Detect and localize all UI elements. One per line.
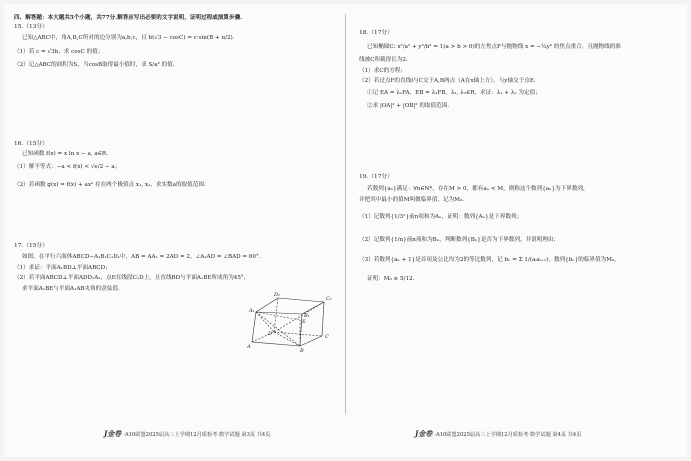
q16-part2: （2）若函数 g(x) = f(x) + ax² 存在两个极值点 x₁, x₂，求实数a的取值范围. bbox=[14, 182, 206, 188]
q15-number: 15.（13分） bbox=[14, 24, 48, 30]
q18-part2a: ①记 EA = λ₁FA，EB = λ₂FB，λ₁, λ₂∈R，求证：λ₁ + λ₂ 为定值； bbox=[367, 90, 541, 96]
q17-part2: （2）若平面ABCD⊥平面ADD₁A₁，点E在线段C₁D上，且直线BD与平面A₁BE所成角为45°， bbox=[14, 275, 250, 281]
q16-number: 16.（15分） bbox=[14, 141, 48, 147]
q19-part3: （3）若数列{aₙ + 1}是首项及公比均为2的等比数列，记 bₙ = Σ 1/(aᵢaᵢ₊₁)，数列{bₙ}的临界值为M₀， bbox=[359, 257, 620, 263]
label-D1: D₁ bbox=[274, 292, 281, 298]
q19-part1: （1）记数列{1/3ⁿ}前n项和为Aₙ，证明：数列{Aₙ}是下界数列； bbox=[359, 214, 523, 220]
label-C: C bbox=[325, 334, 329, 340]
q19-part2: （2）记数列{1/n}前n项和为Bₙ，判断数列{Bₙ}是否为下界数列，并说明理由； bbox=[359, 237, 560, 243]
q18-stem-line2: 线被C所截得长为2. bbox=[359, 57, 408, 63]
q15-part1: （1）若 c = √3b，求 cosC 的值； bbox=[14, 49, 104, 55]
page-4 bbox=[349, 4, 687, 457]
brand-logo: J金卷 bbox=[415, 429, 433, 438]
footer-text: ·A10联盟2025届高三上学期12月质检考·数学试题 第4页 共4页 bbox=[434, 432, 582, 438]
label-C1: C₁ bbox=[326, 296, 332, 302]
page-3 bbox=[4, 4, 344, 457]
q17-part1: （1）求证：平面A₁BD⊥平面ABCD； bbox=[14, 265, 111, 271]
parallelepiped-figure bbox=[244, 290, 336, 352]
q15-part2: （2）记△ABC的面积为S，当cosB取得最小值时，求 S/a² 的值. bbox=[14, 62, 175, 68]
footer-page-3 bbox=[104, 429, 270, 439]
q15-stem: 已知△ABC中，角A,B,C所对的边分别为a,b,c，且 b(√3 − cosC) = c·sin(B + π/2). bbox=[22, 35, 235, 41]
q16-stem: 已知函数 f(x) = x ln x − a, a∈R. bbox=[22, 151, 108, 157]
label-A1: A₁ bbox=[249, 308, 255, 314]
q17-stem: 如图，在平行六面体ABCD−A₁B₁C₁D₁中，AB = AA₁ = 2AD = 2，∠A₁AD = ∠BAD = 60°. bbox=[22, 254, 261, 260]
footer-page-4 bbox=[415, 429, 581, 439]
q18-part2b: ②求 |OA|² + |OB|² 的取值范围. bbox=[367, 103, 450, 109]
exam-sheet bbox=[4, 4, 687, 457]
q19-stem-line1: 若数列{aₙ}满足：∀n∈N*，存在M > 0，都有aₙ < M，则称这个数列{aₙ}为下界数列， bbox=[367, 186, 589, 192]
footer-text: ·A10联盟2025届高三上学期12月质检考·数学试题 第3页 共4页 bbox=[123, 432, 271, 438]
q18-stem-line1: 已知椭圆C: x²/a² + y²/b² = 1(a > b > 0)的左焦点F与抛物线 x = −¼y² 的焦点重合，且抛物线的准 bbox=[367, 44, 621, 50]
brand-logo: J金卷 bbox=[104, 429, 122, 438]
q17-part2-cont: 求平面A₁BE与平面A₁AB夹角的余弦值. bbox=[22, 286, 120, 292]
q18-number: 18.（17分） bbox=[359, 30, 393, 36]
q17-number: 17.（15分） bbox=[14, 243, 48, 249]
q19-part3-cont: 证明：M₀ ≤ 5/12. bbox=[367, 276, 415, 282]
label-B: B bbox=[300, 348, 304, 352]
label-A: A bbox=[247, 344, 251, 350]
section-header: 四、解答题：本大题共5个小题，共77分.解答应写出必要的文字说明，证明过程或演算步骤. bbox=[14, 15, 243, 21]
q16-part1: （1）解不等式：−a < f(x) < √e/2 − a； bbox=[14, 164, 121, 170]
q19-number: 19.（17分） bbox=[359, 174, 393, 180]
q18-part2: （2）若过点F的直线l与C交于A,B两点（A在x轴上方），与y轴交于点E. bbox=[359, 78, 536, 84]
page-divider bbox=[345, 14, 346, 414]
label-B1: B₁ bbox=[304, 313, 310, 319]
label-E: E bbox=[302, 319, 306, 325]
q19-stem-line2: 并把其中最小的值M叫做临界值，记为M₀. bbox=[359, 197, 464, 203]
label-D: D bbox=[268, 331, 273, 337]
q18-part1: （1）求C的方程； bbox=[359, 68, 406, 74]
